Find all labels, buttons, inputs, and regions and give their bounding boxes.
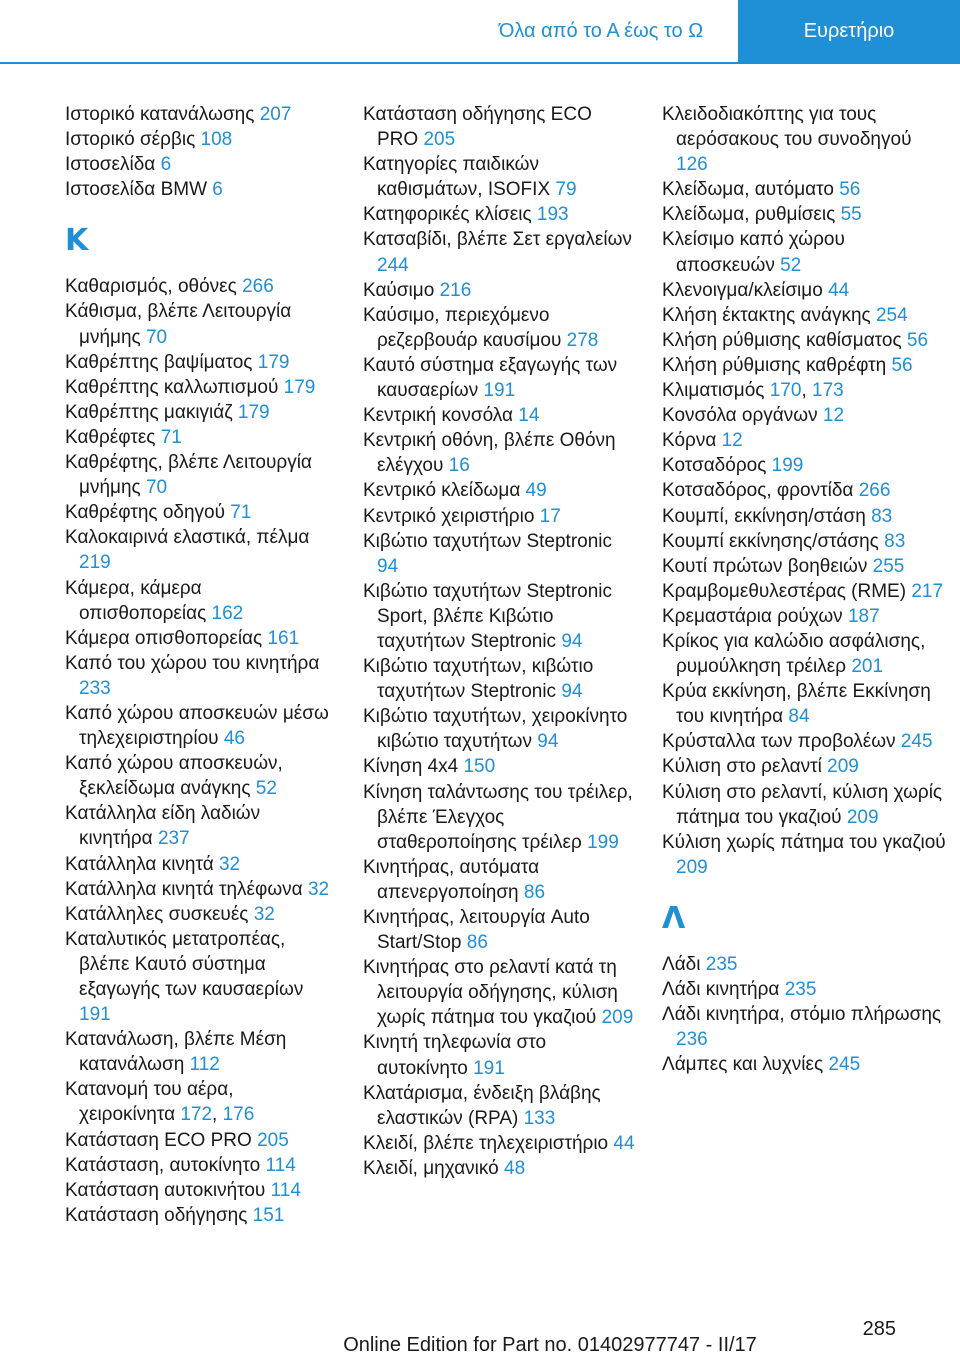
page-reference-link[interactable]: 176 xyxy=(222,1104,255,1126)
index-entry-text: Κλειδί, μηχανικό xyxy=(363,1157,505,1179)
index-entry-text: Λάδι κινητήρα xyxy=(662,979,785,1000)
index-entry xyxy=(363,654,638,704)
index-entry xyxy=(363,1030,638,1080)
page-reference-link[interactable]: 170 xyxy=(769,380,802,402)
page-reference-link[interactable]: 235 xyxy=(705,953,738,975)
page-reference-link[interactable]: 112 xyxy=(189,1054,220,1076)
index-entry-text: Κινητήρας, λειτουργία Auto Start/Stop xyxy=(363,907,590,954)
index-entry xyxy=(662,403,947,428)
page-reference-link[interactable]: 191 xyxy=(483,380,516,402)
index-entry-text: Κίνηση ταλάντωσης του τρέιλερ, βλέπε Έλεγχος σταθεροποίησης τρέιλερ xyxy=(363,781,633,853)
index-entry xyxy=(363,905,638,955)
index-entry xyxy=(65,877,333,902)
index-entry-text: Κίνηση 4x4 xyxy=(363,756,464,778)
page-reference-link[interactable]: 236 xyxy=(676,1029,708,1051)
page-reference-link[interactable]: 161 xyxy=(267,627,300,649)
index-entry xyxy=(662,278,947,303)
index-entry-text: Κύλιση χωρίς πάτημα του γκαζιού xyxy=(662,831,946,853)
index-entry-text: Κατάσταση αυτοκινήτου xyxy=(65,1179,271,1201)
index-entry xyxy=(65,152,333,177)
page-reference-link[interactable]: 193 xyxy=(536,204,569,226)
page-reference-link[interactable]: 94 xyxy=(537,731,559,753)
index-entry xyxy=(65,102,333,127)
index-entry-text: Καθρέπτης μακιγιάζ xyxy=(65,401,238,423)
index-entry xyxy=(363,855,638,905)
index-entry xyxy=(363,1081,638,1131)
index-entry xyxy=(363,704,638,754)
index-entry xyxy=(363,202,638,227)
page-reference-link[interactable]: 70 xyxy=(145,326,168,348)
index-entry-text: Κατανομή του αέρα, χειροκίνητα xyxy=(65,1079,234,1126)
page-reference-link[interactable]: 191 xyxy=(79,1004,111,1026)
page-reference-link[interactable]: 205 xyxy=(423,129,456,151)
index-entry xyxy=(65,299,333,349)
page-reference-link[interactable]: 83 xyxy=(884,530,906,552)
page-reference-link[interactable]: 266 xyxy=(858,480,891,502)
page-reference-link[interactable]: 187 xyxy=(847,605,880,627)
index-entry-text: Κλειδοδιακόπτης για τους αερόσακους του συνοδηγού xyxy=(662,104,912,151)
page-reference-link[interactable]: 52 xyxy=(255,778,277,800)
index-entry xyxy=(65,751,333,801)
page-reference-link[interactable]: 79 xyxy=(555,179,577,201)
page-reference-link[interactable]: 6 xyxy=(160,154,172,176)
index-entry xyxy=(363,1131,638,1156)
page-reference-link[interactable]: 86 xyxy=(523,881,546,903)
index-entry xyxy=(363,1156,638,1181)
page-reference-link[interactable]: 108 xyxy=(200,129,233,151)
page-reference-link[interactable]: 14 xyxy=(518,405,540,427)
index-entry xyxy=(65,274,333,299)
index-entry xyxy=(65,902,333,927)
page-reference-link[interactable]: 150 xyxy=(463,756,496,778)
index-entry xyxy=(65,852,333,877)
index-entry-text: Κουμπί εκκίνησης/στάσης xyxy=(662,530,885,552)
index-entry-text: Κραμβομεθυλεστέρας (RME) xyxy=(662,580,912,602)
index-column-1 xyxy=(65,102,333,1228)
index-entry-text: Κλιματισμός xyxy=(662,380,770,402)
index-entry xyxy=(65,127,333,152)
page-reference-link[interactable]: 209 xyxy=(676,856,708,878)
index-entry-text: Κατάλληλες συσκευές xyxy=(65,903,254,925)
index-entry xyxy=(363,529,638,579)
index-entry xyxy=(65,1027,333,1077)
index-entry-text: Καθαρισμός, οθόνες xyxy=(65,276,243,298)
index-entry: Κατανομή του αέρα, χειροκίνητα 172, 176 xyxy=(65,1079,255,1126)
index-entry xyxy=(363,403,638,428)
page-reference-link[interactable]: 179 xyxy=(257,351,290,373)
index-entry-text: Κλείσιμο καπό χώρου αποσκευών xyxy=(662,229,845,276)
index-entry xyxy=(363,353,638,403)
index-entry-text: Κλήση ρύθμισης καθίσματος xyxy=(662,329,907,351)
page-reference-link[interactable]: 162 xyxy=(211,602,244,624)
page-reference-link[interactable]: 94 xyxy=(561,630,583,652)
index-entry xyxy=(662,604,947,629)
index-entry-text: Λάδι κινητήρα, στόμιο πλήρωσης xyxy=(662,1004,942,1026)
index-entry xyxy=(363,754,638,779)
index-entry xyxy=(662,1052,947,1077)
index-entry-text: Κιβώτιο ταχυτήτων, χειροκίνητο κιβώτιο ταχυτήτων xyxy=(363,706,628,753)
index-entry-text: Κατηγορίες παιδικών καθισμάτων, ISOFIX xyxy=(363,154,556,201)
index-entry xyxy=(662,830,947,880)
index-entry-text: Καθρέφτης, βλέπε Λειτουργία μνήμης xyxy=(65,452,312,499)
index-entry-text: Κάμερα, κάμερα οπισθοπορείας xyxy=(65,577,212,624)
index-entry xyxy=(662,227,947,277)
page-reference-link[interactable]: 209 xyxy=(827,756,859,778)
index-entry-text: Κλειδί, βλέπε τηλεχειριστήριο xyxy=(363,1132,614,1154)
index-entry xyxy=(363,478,638,503)
index-entry-text: Κόρνα xyxy=(662,430,722,452)
index-entry xyxy=(65,1128,333,1153)
index-entry xyxy=(662,952,947,977)
index-entry xyxy=(662,353,947,378)
index-entry-text: Καθρέφτης οδηγού xyxy=(65,502,231,524)
index-entry xyxy=(363,955,638,1030)
index-entry-text: Κατάλληλα είδη λαδιών κινητήρα xyxy=(65,803,261,850)
index-letter-heading: Κ xyxy=(65,223,89,259)
index-entry xyxy=(662,554,947,579)
index-entry-text: Ιστορικό κατανάλωσης xyxy=(65,104,260,125)
index-entry-text: Καυτό σύστημα εξαγωγής των καυσαερίων xyxy=(363,354,618,402)
index-entry xyxy=(65,1178,333,1203)
index-entry-text: Κλατάρισμα, ένδειξη βλάβης ελαστικών (RPA) xyxy=(363,1082,601,1129)
page-reference-link[interactable]: 126 xyxy=(676,154,708,176)
index-entry-text: Καπό χώρου αποσκευών μέσω τηλεχειριστηρίου xyxy=(65,702,329,750)
page-reference-link[interactable]: 46 xyxy=(223,728,245,750)
page-reference-link[interactable]: 94 xyxy=(377,555,399,577)
index-column-2 xyxy=(363,102,638,1181)
index-entry-text: Κατάσταση οδήγησης xyxy=(65,1204,253,1226)
page-reference-link[interactable]: 205 xyxy=(257,1129,289,1151)
page-reference-link[interactable]: 266 xyxy=(242,276,274,298)
index-entry xyxy=(363,303,638,353)
index-entry xyxy=(65,1203,333,1228)
index-entry xyxy=(662,679,947,729)
page-reference-link[interactable]: 278 xyxy=(566,329,599,351)
index-entry-text: Κρίκος για καλώδιο ασφάλισης, ρυμούλκηση τρέιλερ xyxy=(662,630,926,678)
index-entry-text: Κατάλληλα κινητά xyxy=(65,853,219,875)
index-entry-text: Κλείδωμα, ρυθμίσεις xyxy=(662,204,841,226)
page-number: 285 xyxy=(862,1318,896,1340)
index-entry-text: Ιστορικό σέρβις xyxy=(65,129,201,151)
index-entry xyxy=(662,754,947,779)
index-entry-text: Λάδι xyxy=(662,953,706,975)
index-entry xyxy=(662,529,947,554)
index-entry-text: Κουτί πρώτων βοηθειών xyxy=(662,555,873,577)
page-reference-link[interactable]: 237 xyxy=(157,828,190,850)
page-reference-link[interactable]: 94 xyxy=(561,681,583,703)
page-reference-link[interactable]: 49 xyxy=(525,480,547,502)
index-entry-text: Κρύα εκκίνηση, βλέπε Εκκίνηση του κινητήρα xyxy=(662,681,931,728)
index-entry xyxy=(662,478,947,503)
index-entry xyxy=(662,977,947,1002)
index-entry-text: Καλοκαιρινά ελαστικά, πέλμα xyxy=(65,527,310,549)
index-entry-text: Κιβώτιο ταχυτήτων Steptronic xyxy=(363,530,613,552)
index-entry-text: Κρεμαστάρια ρούχων xyxy=(662,605,848,627)
page-reference-link[interactable]: 71 xyxy=(230,502,252,524)
index-entry xyxy=(65,525,333,575)
index-entry xyxy=(363,504,638,529)
index-entry-text: Κλείδωμα, αυτόματο xyxy=(662,179,840,201)
index-entry xyxy=(65,350,333,375)
index-entry-text: Καύσιμο xyxy=(363,279,440,301)
index-entry-text: Κύλιση στο ρελαντί xyxy=(662,756,828,778)
index-entry xyxy=(363,227,638,277)
index-entry-text: Κοτσαδόρος, φροντίδα xyxy=(662,480,859,502)
index-entry xyxy=(662,102,947,177)
index-entry-text: Κύλιση στο ρελαντί, κύλιση χωρίς πάτημα του γκαζιού xyxy=(662,781,943,828)
index-letter-heading: Λ xyxy=(662,900,686,936)
index-entry-text: Λάμπες και λυχνίες xyxy=(662,1054,829,1076)
page-reference-link[interactable]: 207 xyxy=(259,104,292,125)
page-reference-link[interactable]: 12 xyxy=(721,430,743,452)
page-reference-link[interactable]: 16 xyxy=(448,455,470,477)
index-entry xyxy=(363,780,638,855)
index-entry xyxy=(65,400,333,425)
index-entry-text: Κινητήρας, αυτόματα απενεργοποίηση xyxy=(363,856,540,903)
page-reference-link[interactable]: 56 xyxy=(891,354,913,376)
index-entry-text: Κάμερα οπισθοπορείας xyxy=(65,627,268,649)
index-entry-text: Κατσαβίδι, βλέπε Σετ εργαλείων xyxy=(363,229,632,251)
page-reference-link[interactable]: 56 xyxy=(906,329,929,351)
index-entry xyxy=(662,1002,947,1052)
page-reference-link[interactable]: 71 xyxy=(160,426,182,448)
page-reference-link[interactable]: 173 xyxy=(812,380,844,402)
page-reference-link[interactable]: 44 xyxy=(613,1132,635,1154)
index-entry-text: Ιστοσελίδα BMW xyxy=(65,179,213,201)
index-entry xyxy=(662,328,947,353)
page-reference-link[interactable]: 84 xyxy=(788,706,810,728)
index-entry-text: Καθρέπτης καλλωπισμού xyxy=(65,376,284,398)
page-reference-link[interactable]: 235 xyxy=(784,979,817,1000)
index-entry xyxy=(363,152,638,202)
index-entry-text: Κοτσαδόρος xyxy=(662,455,772,477)
index-entry-text: Κουμπί, εκκίνηση/στάση xyxy=(662,505,872,527)
page-reference-link[interactable]: 209 xyxy=(846,806,879,828)
index-entry-text: Κατάλληλα κινητά τηλέφωνα xyxy=(65,878,308,900)
index-entry xyxy=(65,801,333,851)
page-reference-link[interactable]: 17 xyxy=(539,505,561,527)
index-entry xyxy=(363,102,638,152)
header-index-tab: Ευρετήριο xyxy=(738,0,960,62)
index-entry xyxy=(65,576,333,626)
index-entry xyxy=(662,453,947,478)
page-reference-link[interactable]: 151 xyxy=(252,1204,285,1226)
header-rule xyxy=(0,62,960,64)
index-entry-text: Κλήση έκτακτης ανάγκης xyxy=(662,304,876,326)
page-reference-link[interactable]: 114 xyxy=(265,1154,296,1176)
index-entry xyxy=(65,500,333,525)
index-entry xyxy=(662,629,947,679)
page-reference-link[interactable]: 254 xyxy=(875,304,908,326)
index-entry xyxy=(662,579,947,604)
page-reference-link[interactable]: 216 xyxy=(439,279,472,301)
page-reference-link[interactable]: 245 xyxy=(828,1054,861,1076)
page-reference-link[interactable]: 55 xyxy=(840,204,862,226)
index-entry xyxy=(662,177,947,202)
index-entry xyxy=(662,729,947,754)
index-entry-text: Καταλυτικός μετατροπέας, βλέπε Καυτό σύστημα εξαγωγής των καυσαερίων xyxy=(65,928,304,1000)
page-reference-link[interactable]: 244 xyxy=(377,254,409,276)
page-reference-link[interactable]: 32 xyxy=(218,853,241,875)
index-entry xyxy=(65,626,333,651)
page-reference-link[interactable]: 86 xyxy=(466,932,488,954)
index-entry-text: Κρύσταλλα των προβολέων xyxy=(662,731,901,753)
index-entry-text: Ιστοσελίδα xyxy=(65,154,161,176)
page-reference-link[interactable]: 245 xyxy=(900,731,933,753)
index-entry: Κλιματισμός 170, 173 xyxy=(662,380,844,402)
page-reference-link[interactable]: 191 xyxy=(473,1057,505,1079)
page-reference-link[interactable]: 48 xyxy=(504,1157,526,1179)
footer-edition: Online Edition for Part no. 01402977747 - II/17 xyxy=(343,1334,757,1356)
index-entry-text: Κατάσταση ECO PRO xyxy=(65,1129,258,1151)
page-reference-link[interactable]: 70 xyxy=(145,477,168,499)
page-reference-link[interactable]: 83 xyxy=(871,505,893,527)
index-entry-text: Κατάσταση, αυτοκίνητο xyxy=(65,1154,266,1176)
index-entry xyxy=(662,303,947,328)
index-entry xyxy=(662,202,947,227)
page-reference-link[interactable]: 32 xyxy=(253,903,275,925)
index-entry-text: Κεντρική κονσόλα xyxy=(363,405,519,427)
index-entry-text: Κιβώτιο ταχυτήτων, κιβώτιο ταχυτήτων Steptronic xyxy=(363,656,594,703)
index-entry-text: Κατηφορικές κλίσεις xyxy=(363,204,537,226)
index-entry xyxy=(65,450,333,500)
index-entry-text: Κεντρικό χειριστήριο xyxy=(363,505,540,527)
index-entry-text: Κλήση ρύθμισης καθρέφτη xyxy=(662,354,892,376)
index-column-3 xyxy=(662,102,947,1077)
page-reference-link[interactable]: 201 xyxy=(851,656,884,678)
page-reference-link[interactable]: 199 xyxy=(771,455,804,477)
page-reference-link[interactable]: 44 xyxy=(828,279,850,301)
index-entry xyxy=(363,278,638,303)
index-entry-text: Κιβώτιο ταχυτήτων Steptronic Sport, βλέπε Κιβώτιο ταχυτήτων Steptronic xyxy=(363,580,613,652)
index-entry-text: Κατανάλωση, βλέπε Μέση κατανάλωση xyxy=(65,1029,287,1076)
page-reference-link[interactable]: 56 xyxy=(839,179,861,201)
page-reference-link[interactable]: 179 xyxy=(283,376,316,398)
page-reference-link[interactable]: 6 xyxy=(212,179,223,201)
index-entry-text: Κινητή τηλεφωνία στο αυτοκίνητο xyxy=(363,1032,547,1079)
page-reference-link[interactable]: 52 xyxy=(780,254,802,276)
index-entry-text: Κεντρική οθόνη, βλέπε Οθόνη ελέγχου xyxy=(363,430,616,477)
index-entry xyxy=(65,177,333,202)
index-entry xyxy=(65,651,333,701)
index-entry-text: Κεντρικό κλείδωμα xyxy=(363,480,526,502)
index-entry xyxy=(65,375,333,400)
page-reference-link[interactable]: 32 xyxy=(307,878,330,900)
index-entry xyxy=(363,579,638,654)
page-reference-link[interactable]: 172 xyxy=(180,1104,213,1126)
index-entry xyxy=(662,428,947,453)
index-entry xyxy=(65,927,333,1027)
page-reference-link[interactable]: 209 xyxy=(601,1007,634,1029)
index-entry-text: Καπό χώρου αποσκευών, ξεκλείδωμα ανάγκης xyxy=(65,753,283,800)
index-entry xyxy=(662,504,947,529)
page-reference-link[interactable]: 219 xyxy=(79,552,111,574)
index-entry-text: Καθρέφτες xyxy=(65,426,161,448)
page-reference-link[interactable]: 199 xyxy=(587,831,619,853)
index-entry-text: Κατάσταση οδήγησης ECO PRO xyxy=(363,104,592,151)
index-entry-text: Καπό του χώρου του κινητήρα xyxy=(65,652,320,674)
page-reference-link[interactable]: 12 xyxy=(822,405,845,427)
index-entry-text: Καύσιμο, περιεχόμενο ρεζερβουάρ καυσίμου xyxy=(363,304,567,351)
page-reference-link[interactable]: 255 xyxy=(872,555,905,577)
page-reference-link[interactable]: 233 xyxy=(79,677,111,699)
header-section-title: Όλα από το Α έως το Ω xyxy=(498,19,704,42)
index-entry xyxy=(662,780,947,830)
index-entry-text: Κλενοιγμα/κλείσιμο xyxy=(662,279,829,301)
index-entry xyxy=(65,1153,333,1178)
page-reference-link[interactable]: 217 xyxy=(911,580,944,602)
index-entry-text: Κάθισμα, βλέπε Λειτουργία μνήμης xyxy=(65,301,292,348)
index-entry-text: Κινητήρας στο ρελαντί κατά τη λειτουργία οδήγησης, κύλιση χωρίς πάτημα του γκαζιού xyxy=(363,957,618,1029)
page-reference-link[interactable]: 133 xyxy=(523,1107,556,1129)
index-entry-text: Κονσόλα οργάνων xyxy=(662,405,823,427)
page-reference-link[interactable]: 114 xyxy=(270,1179,301,1201)
index-entry xyxy=(65,701,333,751)
index-entry xyxy=(363,428,638,478)
index-entry-text: Καθρέπτης βαψίματος xyxy=(65,351,258,373)
index-entry xyxy=(65,425,333,450)
page-reference-link[interactable]: 179 xyxy=(237,401,270,423)
